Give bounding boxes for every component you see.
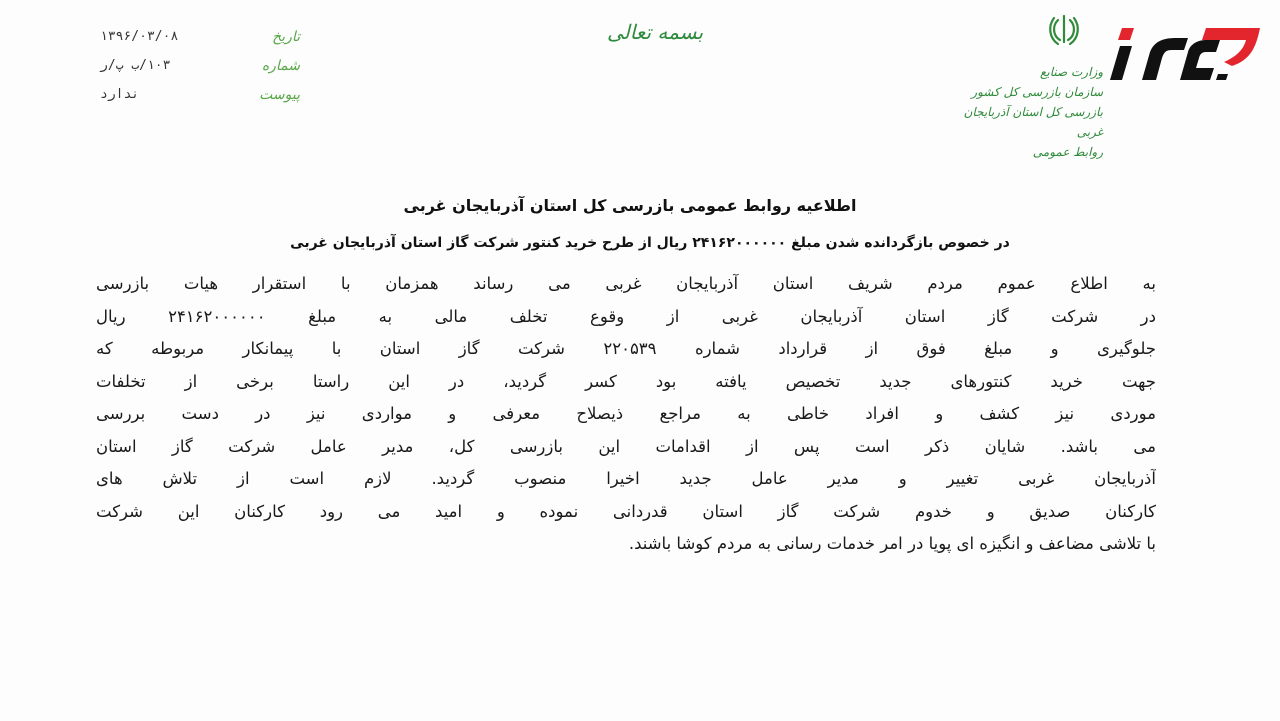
body-line: کارکنان صدیق و خدوم شرکت گاز استان قدردانی نموده و امید می رود کارکنان این شرکت xyxy=(96,501,1156,521)
document-title: اطلاعیه روابط عمومی بازرسی کل استان آذربایجان غربی xyxy=(403,196,857,215)
meta-number-label: شماره xyxy=(261,57,300,74)
news-logo-icon xyxy=(1110,18,1262,90)
meta-attachment-label: پیوست xyxy=(259,86,300,103)
basmala-heading: بسمه تعالی xyxy=(606,20,704,44)
org-line-4: روابط عمومی xyxy=(1032,145,1103,159)
document-subtitle: در خصوص بازگردانده شدن مبلغ ۲۴۱۶۲۰۰۰۰۰۰ ریال از طرح خرید کنتور شرکت گاز استان آذربایجان غربی xyxy=(290,235,1010,251)
meta-number-value: ۱۰۳/ب پ/ر xyxy=(100,58,171,73)
org-line-2: سازمان بازرسی کل کشور xyxy=(971,85,1103,99)
body-line: موردی نیز کشف و افراد خاطی به مراجع ذیصلاح معرفی و مواردی نیز در دست بررسی xyxy=(96,404,1156,423)
letter-meta xyxy=(100,22,300,109)
body-line: به اطلاع عموم مردم شریف استان آذربایجان غربی می رساند همزمان با استقرار هیات بازرسی xyxy=(96,274,1156,293)
iran-emblem-icon xyxy=(1048,12,1080,48)
org-line-3: بازرسی کل استان آذربایجان غربی xyxy=(963,105,1103,139)
meta-date-label: تاریخ xyxy=(272,28,300,45)
body-line: در شرکت گاز استان آذربایجان غربی از وقوع تخلف مالی به مبلغ ۲۴۱۶۲۰۰۰۰۰۰ ریال xyxy=(96,306,1156,326)
meta-attachment-value: ندارد xyxy=(100,87,140,102)
body-line: جهت خرید کنتورهای جدید تخصیص یافته بود کسر گردید، در این راستا برخی از تخلفات xyxy=(96,371,1156,391)
org-line-1: وزارت صنایع xyxy=(1039,65,1103,79)
meta-number xyxy=(100,51,300,80)
body-line: با تلاشی مضاعف و انگیزه ای پویا در امر خدمات رسانی به مردم کوشا باشند. xyxy=(628,534,1156,553)
meta-date xyxy=(100,22,300,51)
meta-date-value: ۱۳۹۶/۰۳/۰۸ xyxy=(100,29,179,44)
body-line: می باشد. شایان ذکر است پس از اقدامات این بازرسی کل، مدیر عامل شرکت گاز استان xyxy=(96,436,1156,456)
body-line: جلوگیری و مبلغ فوق از قرارداد شماره ۲۲۰۵۳۹ شرکت گاز استان با پیمانکار مربوطه که xyxy=(96,339,1156,358)
meta-attachment xyxy=(100,80,300,109)
body-line: آذربایجان غربی تغییر و مدیر عامل جدید اخیرا منصوب گردید. لازم است از تلاش های xyxy=(96,469,1156,488)
announcement-body xyxy=(96,268,1156,561)
